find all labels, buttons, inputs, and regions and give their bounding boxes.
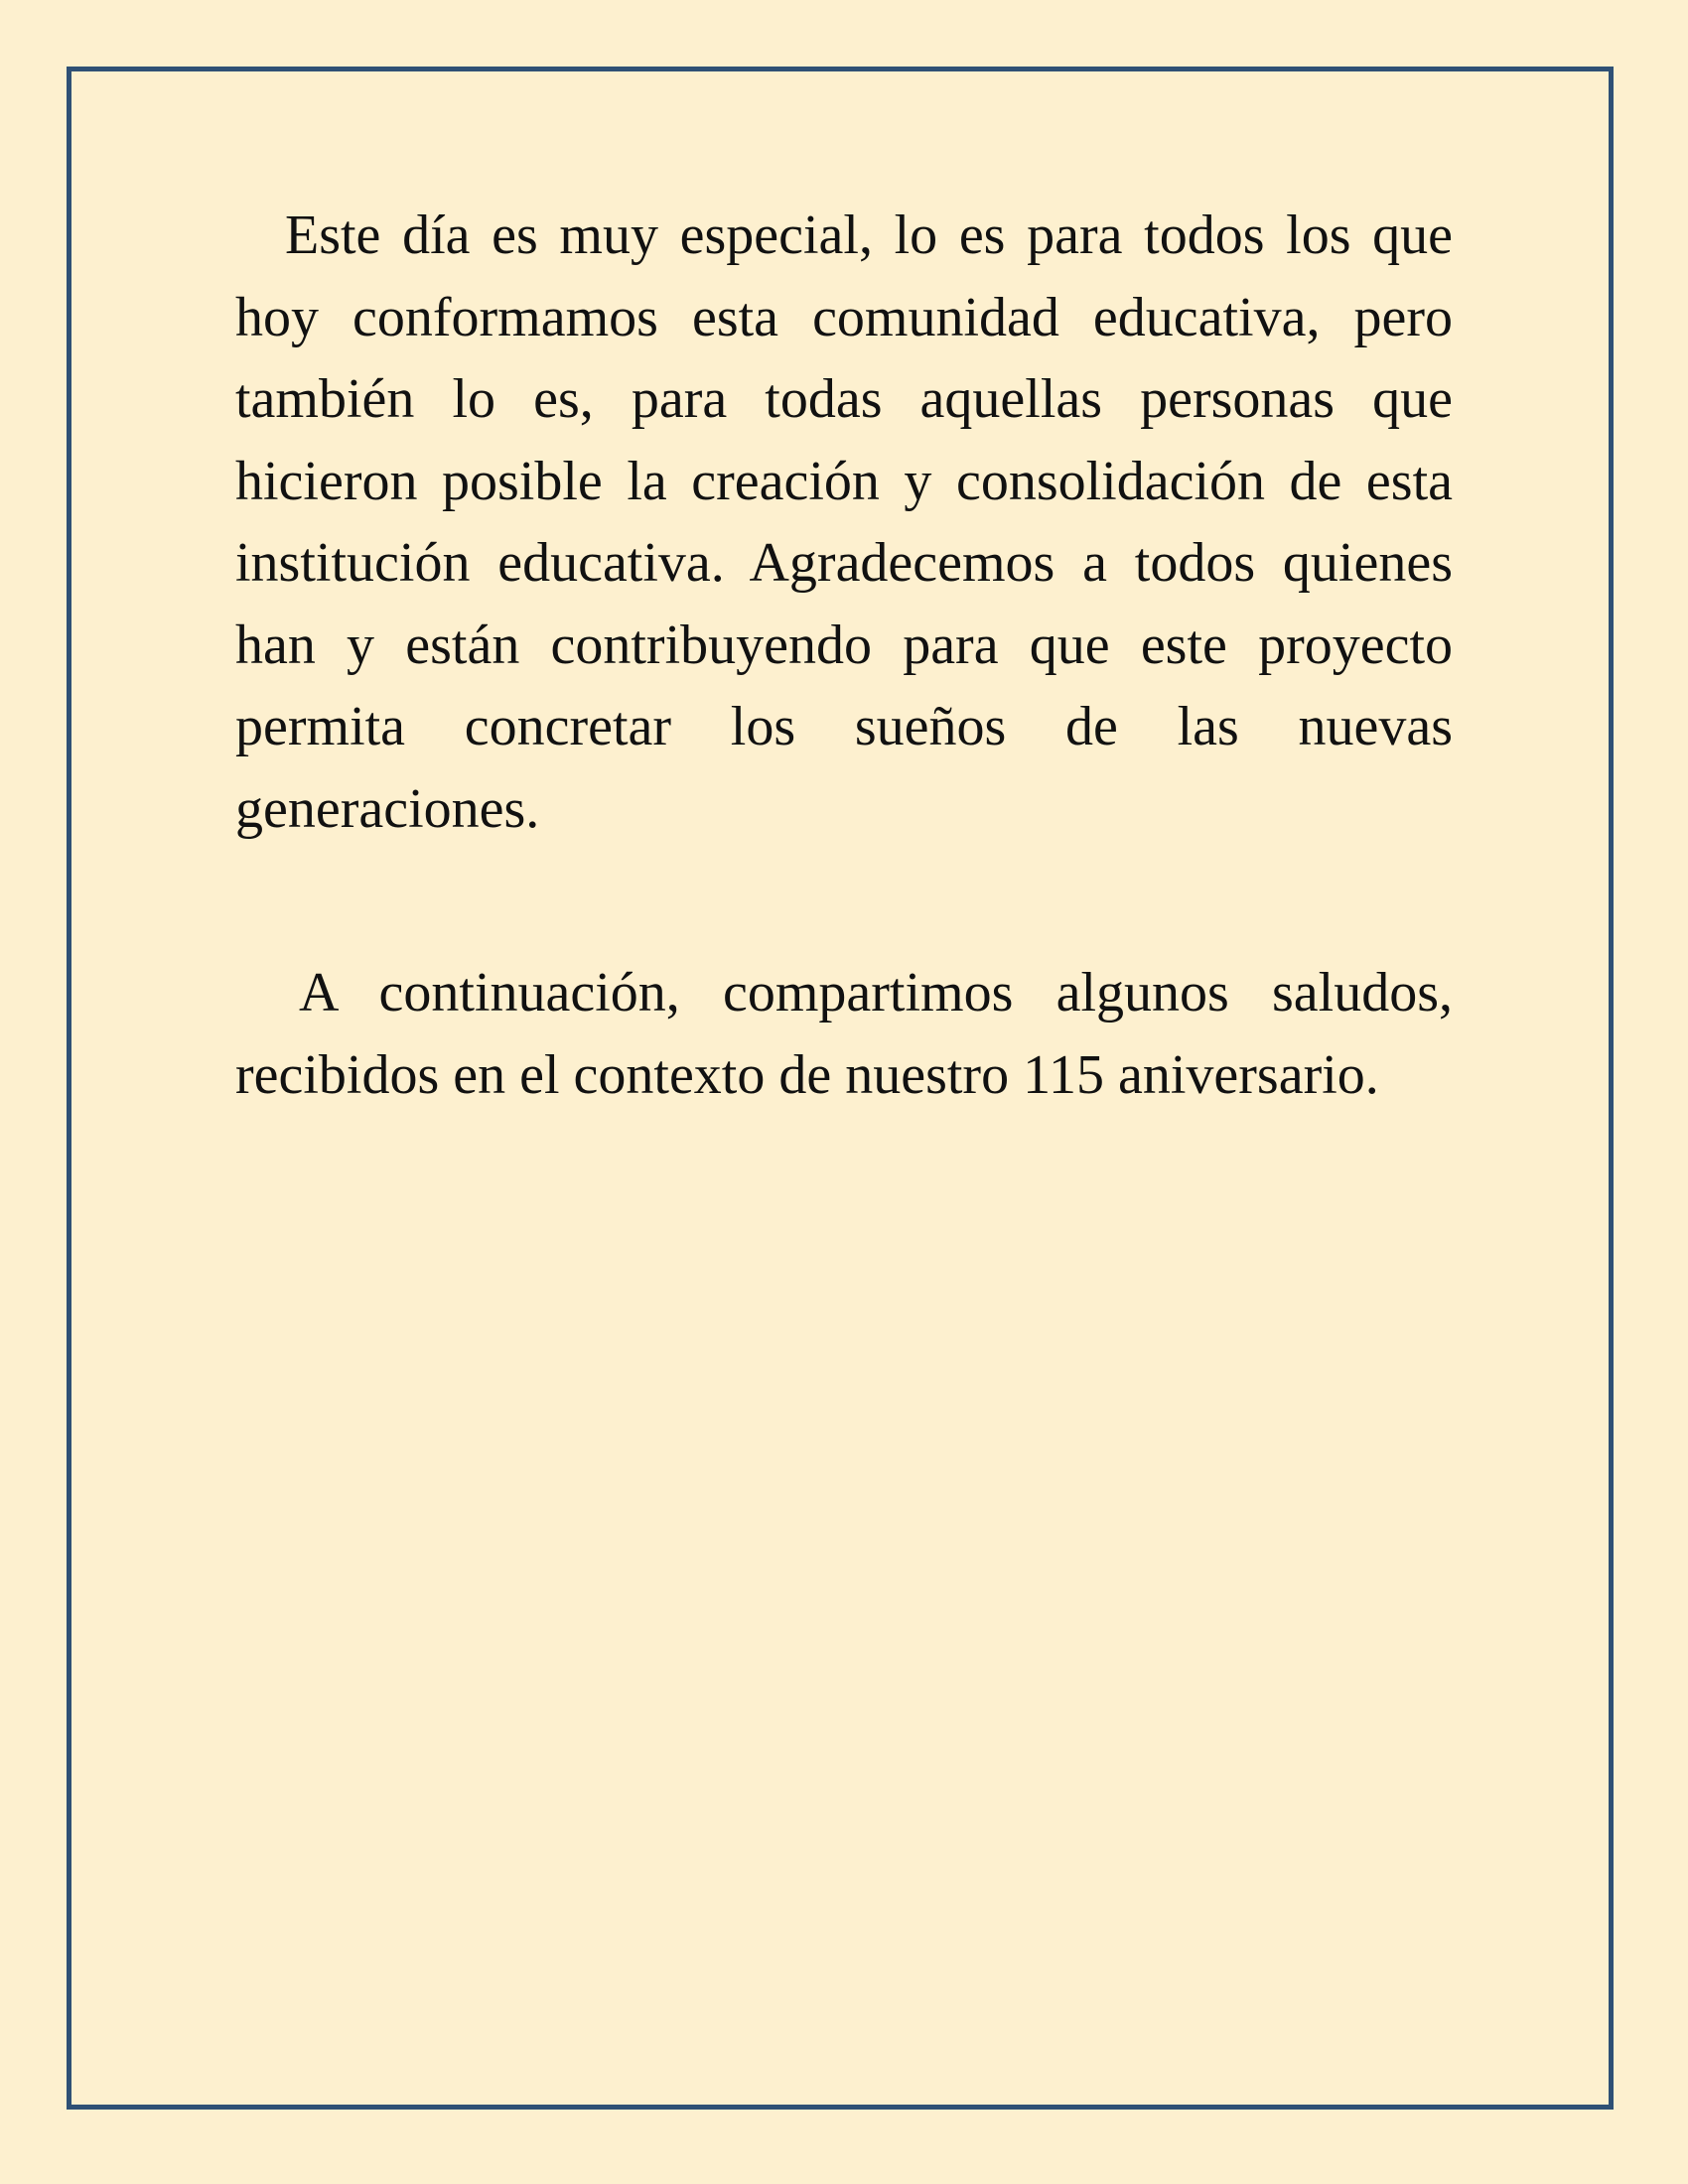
greetings-paragraph: A continuación, compartimos algunos saludos, recibidos en el contexto de nuestro 115 aniversario.: [235, 962, 1453, 1106]
document-body: [235, 195, 1453, 1116]
intro-paragraph: Este día es muy especial, lo es para todos los que hoy conformamos esta comunidad educativa, pero también lo es, para todas aquellas personas que hicieron posible la creación y consolidación de esta institución educativa. Agradecemos a todos quienes han y están contribuyendo para que este proyecto permita concretar los sueños de las nuevas generaciones.: [235, 205, 1453, 840]
